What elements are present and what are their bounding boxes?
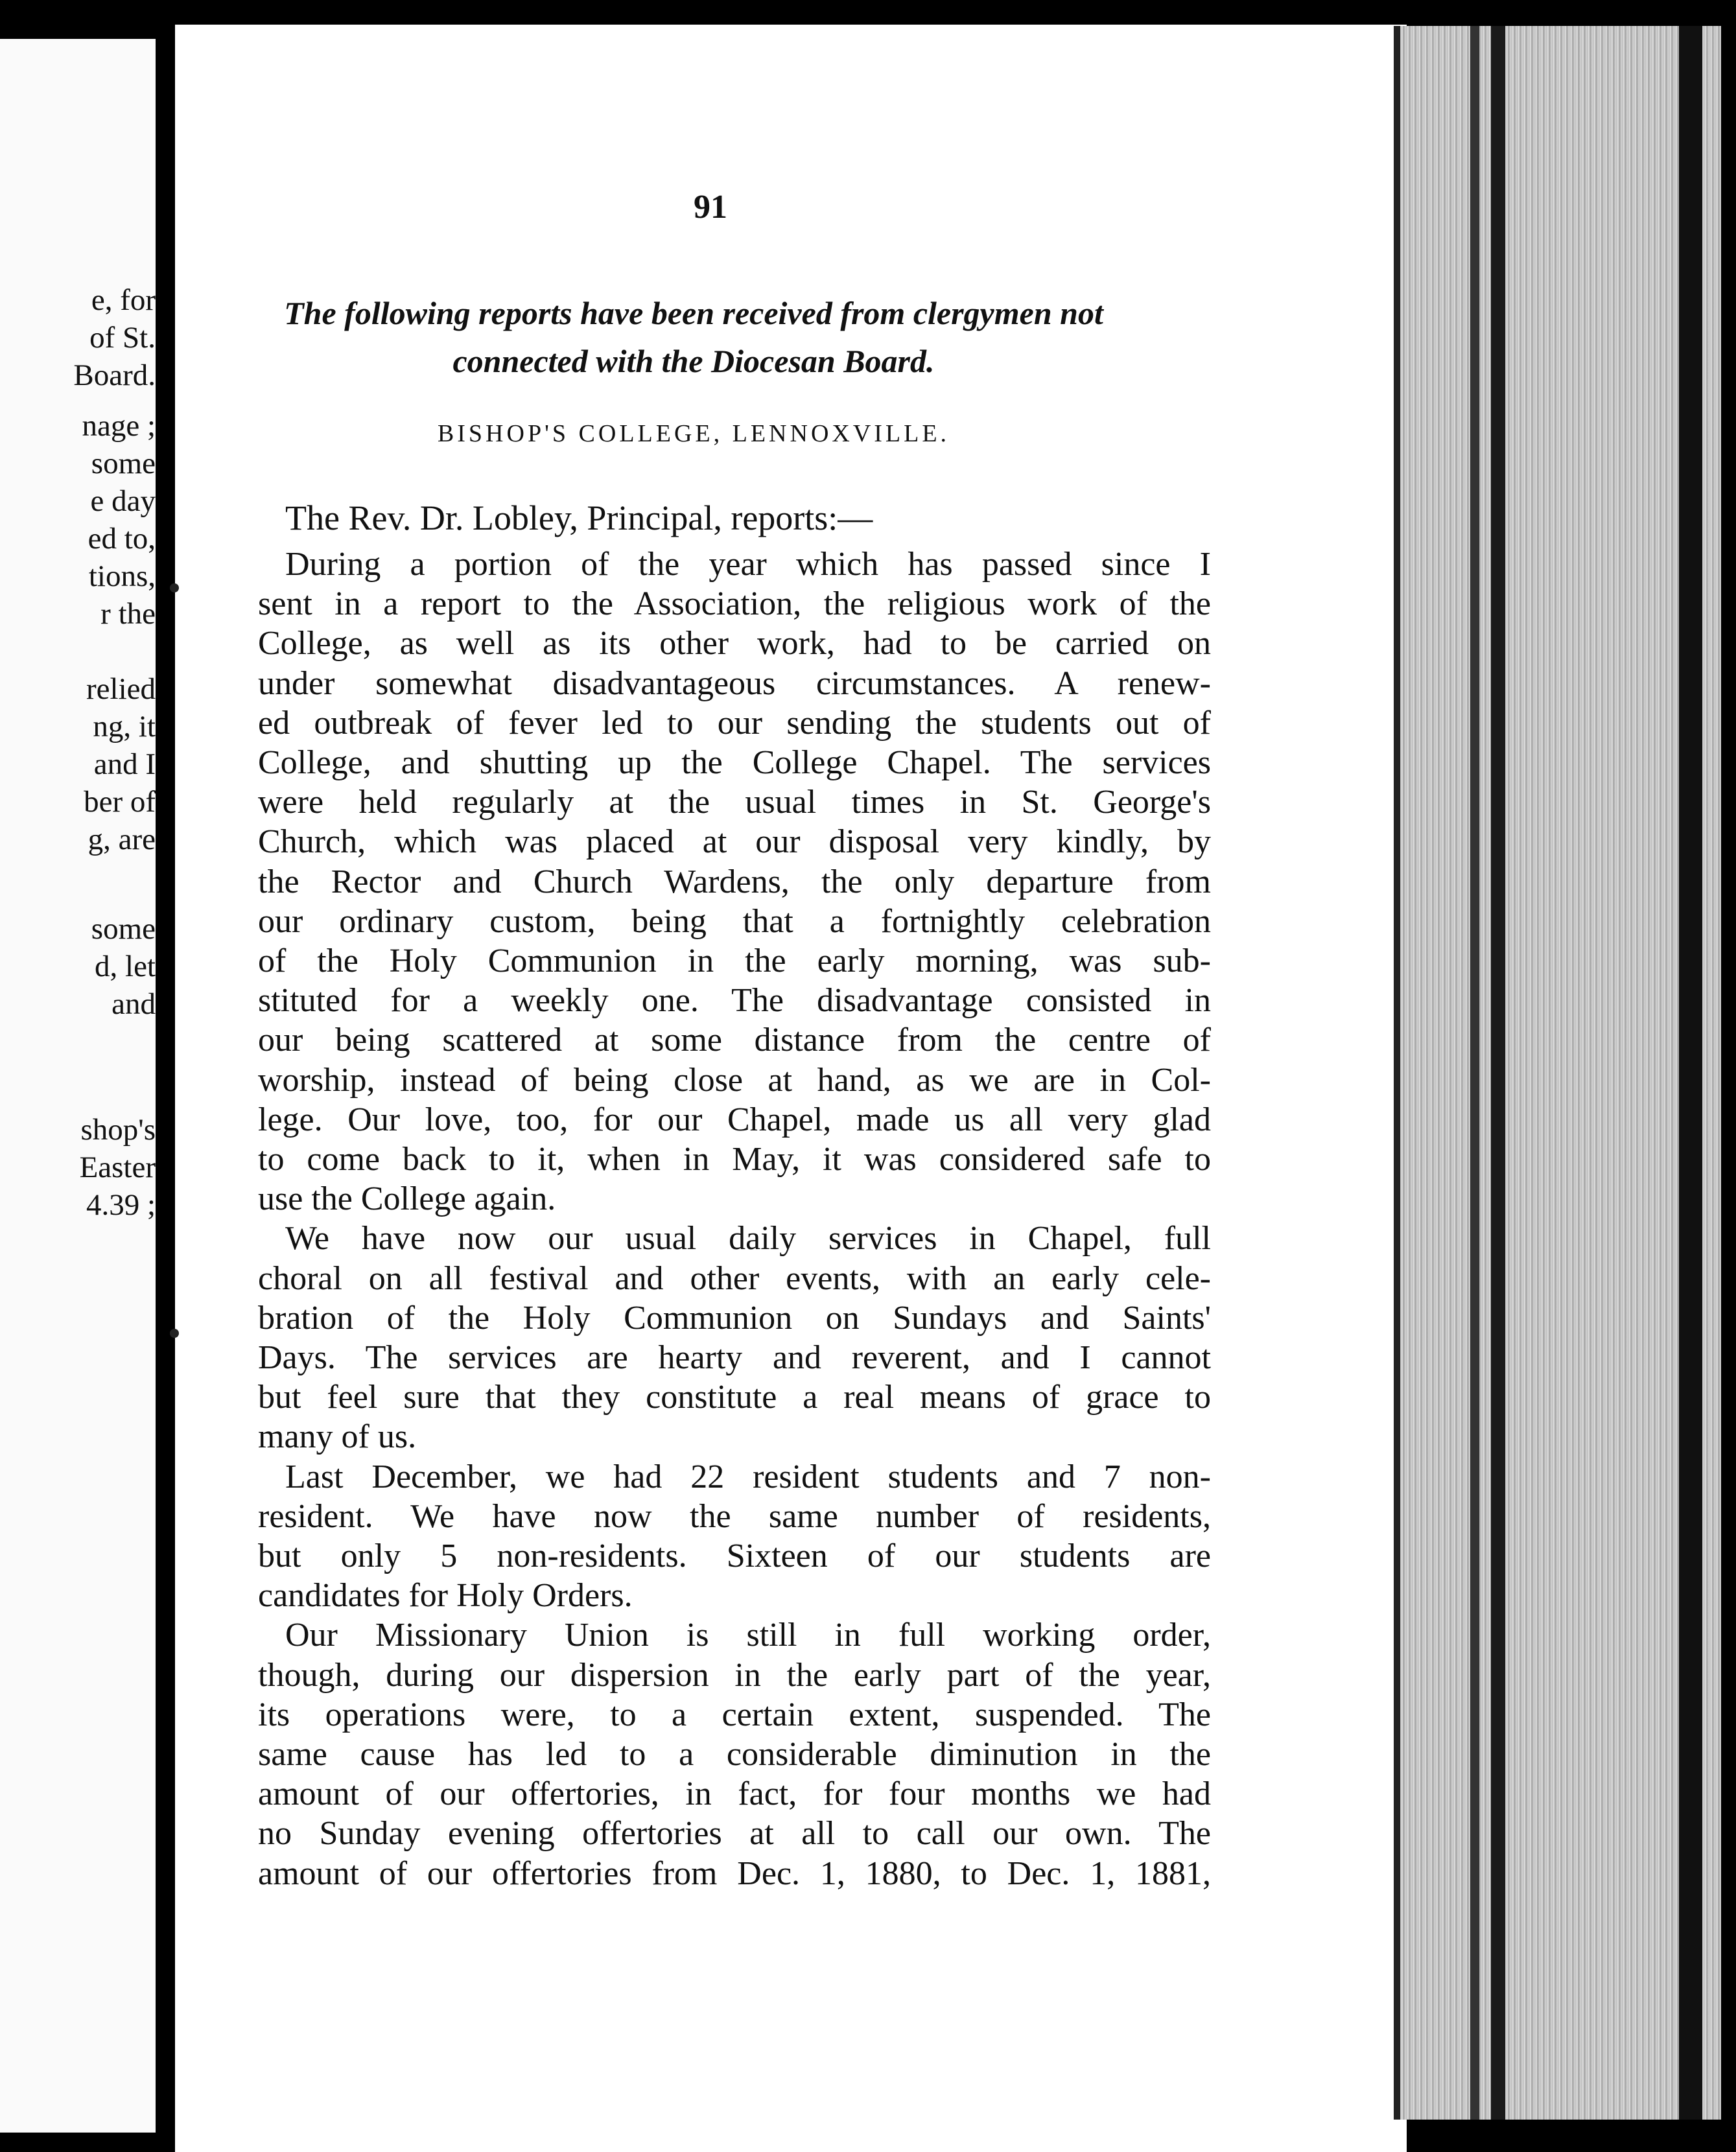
left-page-line: relied	[86, 672, 156, 706]
heading-line: The following reports have been received from clergymen not	[284, 295, 1103, 331]
text-line: ed outbreak of fever led to our sending the students out of	[258, 705, 1211, 742]
text-line: its operations were, to a certain extent, suspended. The	[258, 1696, 1211, 1733]
left-page-line: nage ;	[82, 409, 156, 443]
left-page-line: ber of	[84, 785, 156, 819]
text-line: amount of our offertories, in fact, for four months we had	[258, 1775, 1211, 1812]
text-line: to come back to it, when in May, it was considered safe to	[258, 1141, 1211, 1178]
edge-shadow	[1679, 26, 1702, 2120]
text-line: under somewhat disadvantageous circumstances. A renew-	[258, 665, 1211, 702]
page-edges	[1394, 26, 1731, 2120]
text-line: We have now our usual daily services in Chapel, full	[285, 1220, 1211, 1257]
text-line: Our Missionary Union is still in full working order,	[285, 1617, 1211, 1654]
left-page-line: of St.	[89, 321, 156, 355]
left-page-line: and	[111, 987, 156, 1021]
left-page-line: 4.39 ;	[86, 1188, 156, 1222]
left-page-line: g, are	[88, 823, 156, 856]
left-page-line: and I	[93, 747, 156, 781]
text-line: were held regularly at the usual times in St. George's	[258, 784, 1211, 821]
section-title: BISHOP'S COLLEGE, LENNOXVILLE.	[437, 420, 950, 447]
text-line: choral on all festival and other events, with an early cele-	[258, 1260, 1211, 1297]
intro-line: The Rev. Dr. Lobley, Principal, reports:—	[285, 498, 873, 537]
left-page-line: d, let	[95, 950, 156, 983]
text-line: our ordinary custom, being that a fortnightly celebration	[258, 903, 1211, 940]
text-line: the Rector and Church Wardens, the only departure from	[258, 863, 1211, 900]
heading-line: connected with the Diocesan Board.	[452, 343, 935, 379]
left-page-line: tions,	[88, 559, 156, 593]
text-line: lege. Our love, too, for our Chapel, made us all very glad	[258, 1101, 1211, 1138]
left-page-line: some	[91, 912, 156, 946]
text-line: Church, which was placed at our disposal very kindly, by	[258, 823, 1211, 860]
text-line: but only 5 non-residents. Sixteen of our students are	[258, 1538, 1211, 1574]
page-number: 91	[694, 189, 727, 226]
left-page-line: ed to,	[88, 522, 156, 556]
text-line: no Sunday evening offertories at all to call our own. The	[258, 1815, 1211, 1852]
text-line: many of us.	[258, 1418, 417, 1455]
text-line: resident. We have now the same number of residents,	[258, 1498, 1211, 1535]
text-line: During a portion of the year which has passed since I	[285, 546, 1211, 583]
edge-shadow	[1470, 26, 1479, 2120]
text-line: sent in a report to the Association, the religious work of the	[258, 585, 1211, 622]
left-page-line: Board.	[73, 358, 156, 392]
left-page-line: shop's	[80, 1113, 156, 1147]
text-line: bration of the Holy Communion on Sundays and Saints'	[258, 1300, 1211, 1337]
left-page-line: Easter	[79, 1151, 156, 1184]
text-line: of the Holy Communion in the early morning, was sub-	[258, 942, 1211, 979]
left-page-line: some	[91, 447, 156, 480]
text-line: worship, instead of being close at hand, as we are in Col-	[258, 1062, 1211, 1099]
text-line: though, during our dispersion in the early part of the year,	[258, 1657, 1211, 1694]
text-line: candidates for Holy Orders.	[258, 1577, 633, 1614]
left-page-line: e day	[90, 484, 156, 518]
text-line: same cause has led to a considerable diminution in the	[258, 1736, 1211, 1773]
text-line: stituted for a weekly one. The disadvantage consisted in	[258, 982, 1211, 1019]
scan-speck	[170, 1329, 179, 1338]
text-line: use the College again.	[258, 1180, 556, 1217]
scan-speck	[170, 583, 179, 592]
left-page-line: e, for	[91, 283, 156, 317]
text-line: Days. The services are hearty and reverent, and I cannot	[258, 1339, 1211, 1376]
left-page-line: r the	[100, 597, 156, 631]
edge-shadow	[1394, 26, 1400, 2120]
text-line: our being scattered at some distance from the centre of	[258, 1022, 1211, 1058]
text-line: Last December, we had 22 resident students and 7 non-	[285, 1458, 1211, 1495]
edge-shadow	[1721, 26, 1731, 2120]
text-line: but feel sure that they constitute a real means of grace to	[258, 1379, 1211, 1416]
text-line: amount of our offertories from Dec. 1, 1880, to Dec. 1, 1881,	[258, 1855, 1211, 1892]
edge-shadow	[1491, 26, 1505, 2120]
text-line: College, and shutting up the College Chapel. The services	[258, 744, 1211, 781]
left-page-line: ng, it	[93, 710, 156, 743]
text-line: College, as well as its other work, had to be carried on	[258, 625, 1211, 662]
